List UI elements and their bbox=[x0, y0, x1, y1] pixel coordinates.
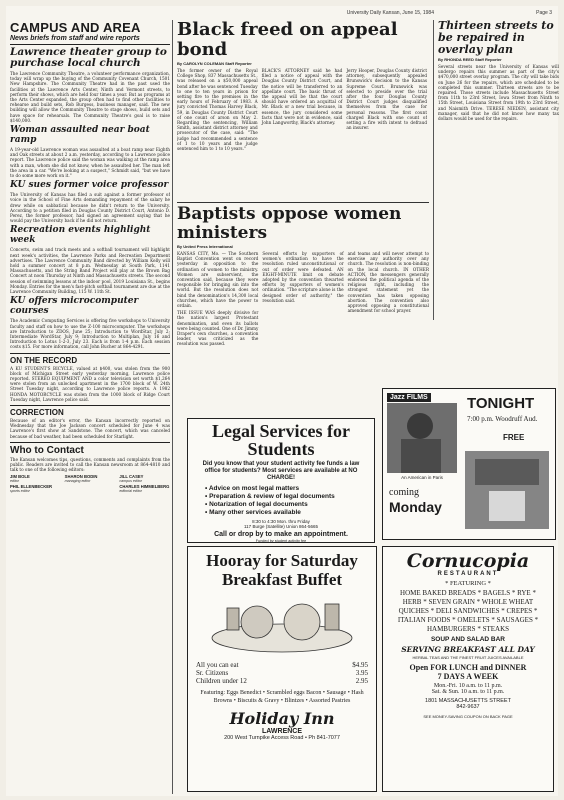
ad-address: 117 Burge (Satellite) Union 864-5665 bbox=[244, 524, 318, 529]
campus-area-column bbox=[10, 20, 170, 794]
ad-address: 200 West Turnpike Access Road • Ph 841-7077 bbox=[224, 735, 340, 741]
correction-body: Because of an editor's error, the Kansan incorrectly reported on Wednesday that the Joe Jackson concert scheduled for June 4 was Lawrence's first show at Sandstone. The concert, which was canceled because of bad weather, had been scheduled for Starlight. bbox=[10, 417, 170, 439]
legal-services-ad bbox=[187, 418, 375, 543]
story-headline: Black freed on appeal bond bbox=[177, 20, 398, 60]
ad-time: 7:00 p.m. Woodruff Aud. bbox=[467, 415, 538, 423]
story-headline: Recreation events highlight week bbox=[10, 225, 151, 246]
column-rule bbox=[172, 20, 173, 794]
ad-funded: Funded by student activity fee bbox=[255, 539, 307, 543]
staff-entry: CHARLES HIMMELBERG editorial editor bbox=[119, 484, 170, 494]
open-hours-title: Open FOR LUNCH and DINNER bbox=[409, 663, 527, 672]
ad-note: HERBAL TEAS AND THE FINEST FRUIT JUICES AVAILABLE bbox=[412, 655, 524, 660]
ad-phone: 842-9637 bbox=[456, 704, 480, 710]
section-title: CAMPUS AND AREA bbox=[10, 20, 141, 35]
story-body: Several efforts by supporters of women's ordination to have the resolution ruled unconstitutional or out of order were defeated. AN EIGHT-MINUTE limit on debate adopted by the convention thwarted efforts by supporters of women's ordination. "The scripture alone is the designed order of authority," the resolution said. bbox=[262, 251, 344, 303]
ad-lead: Did you know that your student activity fee funds a law office for students? Most services are available at NO CHARGE! bbox=[202, 461, 360, 481]
ad-title: Legal Services for Students bbox=[212, 421, 350, 459]
story-columns bbox=[177, 251, 429, 349]
story-headline: Woman assaulted near boat ramp bbox=[10, 125, 150, 146]
story-body: and teams and will never attempt to exercise any authority over any church. The resolution is non-binding on the local church. IN OTHER ACTION, the messengers generally endorsed the political agenda of the religious right, including the strongest statement yet the convention has taken opposing abortion. The convention also approved opposing a constitutional amendment for school prayer. bbox=[347, 251, 429, 314]
ad-list-item: • Many other services available bbox=[205, 509, 301, 516]
breakfast-buffet-ad bbox=[187, 546, 377, 792]
ad-list-item: • Notarization of legal documents bbox=[205, 501, 308, 508]
hours-line: Sat. & Sun. 10 a.m. to 11 p.m. bbox=[431, 689, 505, 695]
ad-city: LAWRENCE bbox=[261, 728, 303, 735]
story-body: The former owner of the Royal College Shop, 837 Massachusetts St., was released on a $50,000 appeal bond after he was sentenced Tuesday to one to ten years in prison for setting fire to the premises in the early hours of February of 1983. A jury convicted Thomas Harvey Black, 59, in Douglas County District Court of one count of arson on May 2. Regarding the sentencing, William Smith, assistant district attorney and prosecutor of the case, said: "The judge had recommended a sentence of 1 to 10 years and the judge sentenced him to 1 to 10 years." bbox=[177, 68, 258, 152]
correction-title: CORRECTION bbox=[10, 405, 170, 417]
ad-coming: coming bbox=[389, 487, 419, 498]
ad-coupon-note: SEE MONEY-SAVING COUPON ON BACK PAGE bbox=[423, 714, 513, 719]
story-body: BLACK'S ATTORNEY said he had filed a notice of appeal with the Douglas County District Court, and the notice will be transferred to an appellate court. The basic thrust of the appeal will be that the court should have ordered an acquittal of Mr. Black or a new trial because, in essence, the jury considered some facts that were not in evidence, said John Langworthy, Black's attorney. bbox=[261, 68, 343, 126]
running-head bbox=[10, 8, 554, 18]
who-to-contact-title: Who to Contact bbox=[10, 442, 170, 456]
story-body: A 19-year-old Lawrence woman was assaulted at a boat ramp near Eighth and Oak streets at about 2 a.m. yesterday, according to a Lawrence police report. The Lawrence police said the woman was walking at the ramp area with a man, whom she did not know, when he assaulted her. The man left the area in a car. "We're looking at a suspect," Schmidt said, "but we have to do some more work on it." bbox=[10, 147, 170, 179]
story-body: The Academic Computing Services is offering five workshops to University faculty and staff on how to use the Z-100 microcomputer. The workshops are Introduction to ZDOS, June 25; Introduction to WordStar, July 2; Intermediate WordStar, July 9; Introduction to Multiplan, July 16 and Introduction to Lotus 1-2-3, July 23. Each is from 1-4 p.m. Each session costs $15. For more information, call John Bucher at 864-4291. bbox=[10, 318, 170, 350]
food-illustration bbox=[197, 592, 367, 658]
price-list bbox=[196, 661, 368, 685]
story-byline: By United Press International bbox=[177, 244, 233, 249]
story-body: Concerts, swim and track meets and a softball tournament will highlight next week's activities, the Lawrence Parks and Recreation Department advertises. The Lawrence Community Band directed by William Kelly will hold a summer concert at 8 p.m. Wednesday at South Park, 1141 Massachusetts, and the String Band Project will play at the Brown Bag Concert at noon Thursday at Ninth and Massachusetts streets. The second session of swimming lessons at the indoor pool, 2019 Louisiana St., begins Monday. Entries for the men's fast-pitch softball tournament are due at the Lawrence Community Building, 115 W. 11th St. bbox=[10, 247, 170, 295]
baptists-story bbox=[177, 202, 429, 419]
ad-hours: 8:30 to 4:30 Mon. thru Friday bbox=[252, 519, 310, 524]
story-columns bbox=[177, 68, 427, 153]
restaurant-name: Cornucopia bbox=[406, 550, 530, 572]
story-body: Several streets near the University of Kansas will undergo repairs this summer as part of the city's $470,000 street overlay program. The city will take bids on June 26 for the repairs, which are scheduled to be completed this summer. Thirteen streets are to be repaired. Those streets include Massachusetts Street from 11th to 23rd Street, Iowa Street from Ninth to 15th Street, Louisiana Street from 19th to 23rd Street, and Naismith Drive. TERESE NIEDEN, assistant city manager, said that he did not know how many tax dollars would be used for the repairs. bbox=[438, 64, 559, 122]
price-row: All you can eat $4.95 bbox=[196, 661, 368, 669]
divider bbox=[10, 44, 170, 45]
story-body: KANSAS CITY, Mo. — The Southern Baptist Convention went on record yesterday in opposition to the ordination of women to the ministry. Women are subservient, the convention said, because they were responsible for bringing sin into the world. But the resolution does not bind the denomination's 14,300 local churches, which have the power to ordain. bbox=[177, 251, 259, 309]
newspaper-page bbox=[6, 6, 558, 796]
ad-title: Hooray for Saturday Breakfast Buffet bbox=[206, 551, 358, 589]
price-row: Children under 12 2.95 bbox=[196, 677, 368, 685]
ad-cta: Call or drop by to make an appointment. bbox=[214, 531, 348, 538]
ad-featuring: Featuring: Eggs Benedict • Scrambled eggs Bacon • Sausage • Hash Browns • Biscuits & Gravy • Blintzes • Assorted Pastries bbox=[200, 690, 364, 704]
story-body: The Lawrence Community Theatre, a volunteer performance organization, today will wrap up the buying of the Community Covenant Church, 1501 New Hampshire. The Community Theatre had in the past used the facilities at the Lawrence Arts Center, Ninth and Vermont streets, to perform their shows, which are held four times a year. But as programs at the Arts Center expanded, the group often had to find other facilities to rehearse and build sets, Rob Burgess, business manager, said. The new building will allow the Community Theatre to stage shows, build sets and have space for rehearsals. The Community Theatre's goal is to raise $140,000. bbox=[10, 71, 170, 123]
staff-entry: JILL CASEY campus editor bbox=[119, 474, 144, 484]
staff-entry: JIM BOLE editor bbox=[10, 474, 30, 484]
cornucopia-ad bbox=[382, 546, 554, 792]
story-headline: Lawrence theater group to purchase local church bbox=[10, 46, 167, 69]
ad-featuring: * FEATURING * bbox=[445, 580, 491, 587]
restaurant-type: RESTAURANT bbox=[437, 571, 499, 577]
story-headline: KU offers microcomputer courses bbox=[10, 296, 139, 317]
holiday-inn-logo: Holiday Inn bbox=[229, 709, 335, 728]
ad-day: Monday bbox=[389, 499, 442, 515]
film-poster-image bbox=[465, 451, 549, 529]
story-headline: Baptists oppose women ministers bbox=[177, 204, 402, 243]
story-byline: By RHONDA REED Staff Reporter bbox=[438, 57, 502, 62]
staff-entry bbox=[65, 484, 116, 493]
ad-list-item: • Advice on most legal matters bbox=[205, 485, 300, 492]
film-still-image bbox=[387, 403, 457, 473]
story-body: The University of Kansas has filed a suit against a former professor of voice in the School of Fine Arts demanding repayment of the salary he drew while on sabbatical because he didn't return to the University. According to a petition filed in Douglas County District Court, Antonio D. Perez, the former professor, had signed an agreement saying that he would pay the University back if he did not return. bbox=[10, 192, 170, 224]
story-byline: By CAROLYN COLEMAN Staff Reporter bbox=[177, 61, 252, 66]
price-row: Sr. Citizens 3.95 bbox=[196, 669, 368, 677]
story-body: Jerry Hooper, Douglas County district attorney, subsequently appealed Brunswick's decision to the Kansas Supreme Court. Brunswick was selected to preside over the trial after the four Douglas County District Court judges disqualified themselves from the case for personal reasons. The first count charged Black with one count of setting a fire with intent to defraud an insurer. bbox=[346, 68, 427, 131]
black-story bbox=[177, 20, 427, 200]
staff-entry: PHIL ELLENBECKER sports editor bbox=[10, 484, 53, 494]
who-to-contact-body: The Kansan welcomes tips, questions, comments and complaints from the public. Readers are invited to call the Kansan newsroom at 864-4810 and talk to one of the following editors: bbox=[10, 456, 170, 473]
hours-line: Mon.-Fri. 10 a.m. to 11 p.m. bbox=[433, 683, 503, 689]
page-number: Page 3 bbox=[536, 10, 552, 16]
soup-salad: SOUP AND SALAD BAR bbox=[430, 636, 506, 643]
section-subtitle: News briefs from staff and wire reports bbox=[10, 35, 140, 42]
staff-entry: SHARON BODIN managing editor bbox=[64, 474, 98, 484]
ad-tonight: TONIGHT bbox=[467, 395, 535, 412]
story-headline: Thirteen streets to be repaired in overlay plan bbox=[438, 20, 554, 56]
ad-film-title: An American in Paris bbox=[401, 475, 443, 480]
story-headline: KU sues former voice professor bbox=[10, 180, 169, 191]
running-head-date: University Daily Kansan, June 15, 1984 bbox=[346, 10, 434, 16]
jazz-films-ad bbox=[382, 388, 556, 540]
on-record-body: A KU STUDENT'S BICYCLE, valued at $400, was stolen from the 900 block of Michigan Street early yesterday morning, Lawrence police reported. STEREO EQUIPMENT AND a color television set worth $1,264 were stolen from an unlocked apartment in the 1700 block of W. 24th Street Tuesday night, according to Lawrence police reports. A 1982 HONDA MOTORCYCLE was stolen from the 1000 block of Ridge Court Tuesday night, Lawrence police said. bbox=[10, 365, 170, 402]
menu-items: HOME BAKED BREADS * BAGELS * RYE * HERB * SEVEN GRAIN * WHOLE WHEAT QUICHES * DELI SANDWICHES * CREPES * ITALIAN FOODS * OMELETS * SAUSAGES * HAMBURGERS * STEAKS bbox=[397, 589, 539, 633]
on-record-title: ON THE RECORD bbox=[10, 353, 170, 365]
story-body: THE ISSUE WAS deeply divisive for the nation's largest Protestant denomination, and even its ballots were being counted. One of Dr. Jimmy Draper's own churches, a convention leader, was criticized as the resolution was passed. bbox=[177, 310, 259, 347]
ad-address: 1801 MASSACHUSETTS STREET bbox=[425, 698, 511, 704]
open-days: 7 DAYS A WEEK bbox=[437, 672, 499, 681]
staff-list bbox=[10, 474, 170, 493]
streets-story bbox=[433, 20, 559, 320]
ad-list-item: • Preparation & review of legal documents bbox=[205, 493, 335, 500]
ad-logo: Jazz FILMS bbox=[387, 393, 431, 402]
ad-free: FREE bbox=[503, 433, 525, 442]
serving-breakfast: SERVING BREAKFAST ALL DAY bbox=[401, 645, 535, 654]
